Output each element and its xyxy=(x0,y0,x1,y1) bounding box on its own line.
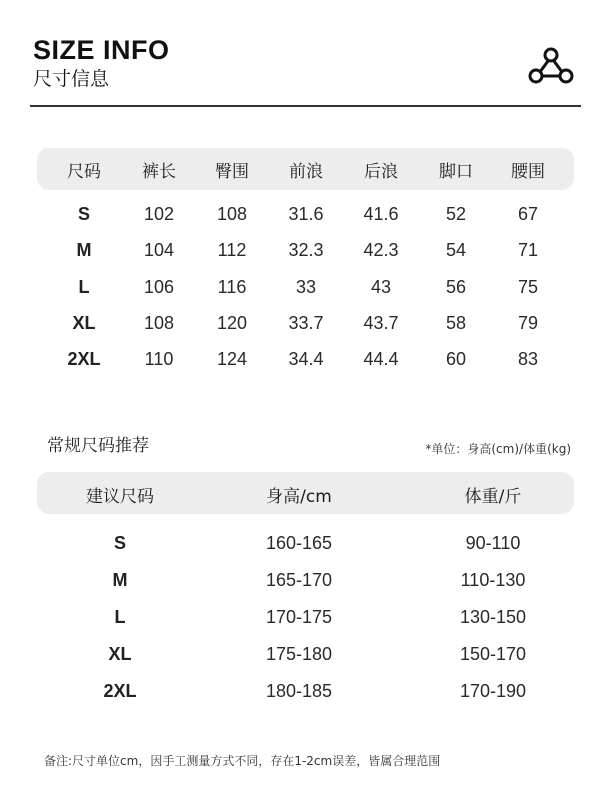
size-label: M xyxy=(112,570,128,590)
table-cell: 43.7 xyxy=(363,313,399,333)
table-cell: 79 xyxy=(517,313,539,333)
size-label: S xyxy=(77,204,91,224)
recommend-table-header-cell: 建议尺码 xyxy=(86,487,154,507)
table-cell: 110 xyxy=(144,349,174,369)
table-cell: 116 xyxy=(217,277,247,297)
size-label: XL xyxy=(108,644,132,664)
table-cell: 180-185 xyxy=(265,681,333,701)
table-cell: 41.6 xyxy=(363,204,399,224)
table-cell: 165-170 xyxy=(265,570,333,590)
size-label: M xyxy=(76,240,92,260)
size-table-header-cell: 前浪 xyxy=(289,162,323,182)
page-subtitle: 尺寸信息 xyxy=(33,68,110,90)
table-cell: 75 xyxy=(517,277,539,297)
table-cell: 60 xyxy=(445,349,467,369)
table-cell: 44.4 xyxy=(363,349,399,369)
table-cell: 33.7 xyxy=(288,313,324,333)
header xyxy=(33,34,170,91)
size-label: 2XL xyxy=(103,681,137,701)
table-cell: 124 xyxy=(216,349,248,369)
size-table-header-cell: 后浪 xyxy=(364,162,398,182)
table-cell: 150-170 xyxy=(459,644,527,664)
table-cell: 175-180 xyxy=(265,644,333,664)
table-cell: 110-130 xyxy=(460,570,526,590)
recommend-table-header-cell: 身高/cm xyxy=(266,487,332,507)
size-label: S xyxy=(113,533,127,553)
recommend-table-header-cell: 体重/斤 xyxy=(464,487,522,507)
table-cell: 104 xyxy=(143,240,175,260)
size-table-header-cell: 裤长 xyxy=(142,162,176,182)
table-cell: 112 xyxy=(217,240,247,260)
table-cell: 90-110 xyxy=(465,533,521,553)
table-cell: 130-150 xyxy=(459,607,527,627)
table-cell: 33 xyxy=(295,277,317,297)
hanger-triangle-icon xyxy=(527,46,575,84)
size-label: XL xyxy=(72,313,96,333)
size-table-header-cell: 脚口 xyxy=(439,162,473,182)
header-divider xyxy=(30,105,581,107)
table-cell: 58 xyxy=(445,313,467,333)
table-cell: 71 xyxy=(517,240,539,260)
table-cell: 32.3 xyxy=(288,240,324,260)
table-cell: 108 xyxy=(143,313,175,333)
page-title: SIZE INFO xyxy=(33,35,170,65)
table-cell: 170-175 xyxy=(265,607,333,627)
size-table-header-cell: 臀围 xyxy=(215,162,249,182)
table-cell: 120 xyxy=(216,313,248,333)
size-label: L xyxy=(78,277,90,297)
footnote: 备注:尺寸单位cm，因手工测量方式不同，存在1-2cm误差，皆属合理范围 xyxy=(44,754,441,768)
table-cell: 52 xyxy=(445,204,467,224)
table-cell: 102 xyxy=(143,204,175,224)
table-cell: 43 xyxy=(370,277,392,297)
table-cell: 31.6 xyxy=(288,204,324,224)
unit-note: *单位：身高(cm)/体重(kg) xyxy=(425,442,571,456)
table-cell: 34.4 xyxy=(288,349,324,369)
table-cell: 108 xyxy=(216,204,248,224)
size-label: L xyxy=(114,607,126,627)
table-cell: 83 xyxy=(517,349,539,369)
table-cell: 170-190 xyxy=(459,681,527,701)
table-cell: 160-165 xyxy=(265,533,333,553)
table-cell: 42.3 xyxy=(363,240,399,260)
table-cell: 67 xyxy=(517,204,539,224)
size-table-header-cell: 腰围 xyxy=(511,162,545,182)
section-title: 常规尺码推荐 xyxy=(47,436,149,456)
table-cell: 106 xyxy=(143,277,175,297)
table-cell: 54 xyxy=(445,240,467,260)
table-cell: 56 xyxy=(445,277,467,297)
size-label: 2XL xyxy=(67,349,101,369)
size-table-header-cell: 尺码 xyxy=(67,162,101,182)
